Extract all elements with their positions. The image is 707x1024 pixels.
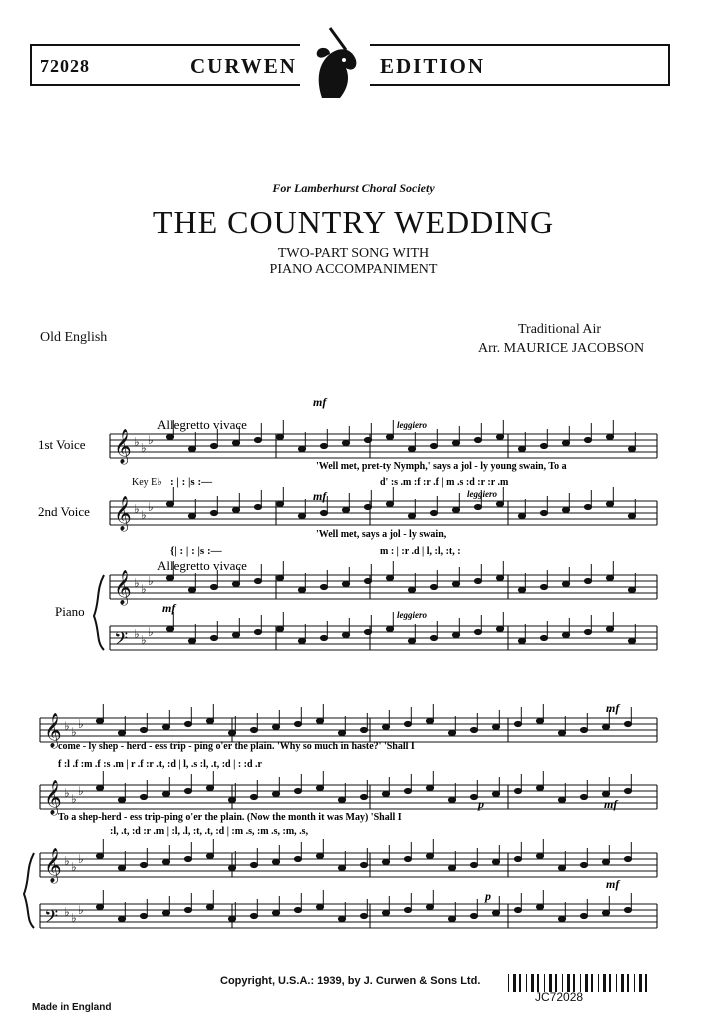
svg-text:♭: ♭ — [71, 860, 77, 874]
svg-text:𝄞: 𝄞 — [114, 430, 132, 463]
svg-text:♭: ♭ — [64, 905, 70, 919]
svg-text:♭: ♭ — [141, 508, 147, 522]
leggiero-v1: leggiero — [397, 420, 427, 430]
part-label-voice-2: 2nd Voice — [38, 504, 90, 519]
solfa-voice-1-sys1: d' :s .m :f :r .f | m .s :d :r :r .m — [380, 477, 509, 488]
svg-text:♭: ♭ — [71, 792, 77, 806]
svg-text:𝄞: 𝄞 — [44, 849, 62, 882]
dynamic-mf-v1: mf — [313, 395, 327, 409]
dynamic-mf-piano-sys2: mf — [606, 877, 620, 891]
svg-text:♭: ♭ — [64, 854, 70, 868]
svg-text:𝄞: 𝄞 — [44, 714, 62, 747]
subtitle-line-1: TWO-PART SONG WITH — [277, 246, 430, 261]
catalog-number: 72028 — [40, 56, 90, 76]
lyrics-voice-2-sys2: To a shep-herd - ess trip-ping o'er the plain. (Now the month it was May) 'Shall I — [58, 812, 402, 823]
credit-arranger: Arr. MAURICE JACOBSON — [478, 341, 645, 356]
key-label: Key E♭ — [132, 477, 162, 488]
leggiero-v2: leggiero — [467, 489, 497, 499]
tempo-marking-voices: Allegretto vivace — [157, 417, 247, 432]
svg-text:♭: ♭ — [64, 719, 70, 733]
lyrics-voice-1-sys2: come - ly shep - herd - ess trip - ping o'er the plain. 'Why so much in haste?' 'Shall I — [58, 741, 415, 752]
lyrics-voice-1-sys1: 'Well met, pret-ty Nymph,' says a jol - ly young swain, To a — [316, 461, 567, 472]
product-code: JC72028 — [535, 990, 584, 1004]
dynamic-mf-piano: mf — [162, 601, 176, 615]
svg-text:♭: ♭ — [148, 500, 154, 514]
svg-text:♭: ♭ — [71, 725, 77, 739]
svg-text:♭: ♭ — [141, 441, 147, 455]
svg-text:♭: ♭ — [71, 911, 77, 925]
svg-text:♭: ♭ — [78, 717, 84, 731]
edition-label: EDITION — [380, 54, 486, 78]
solfa-voice-2-sys2: :l, .t, :d :r .m | :l, .l, :t, .t, :d | :m .s, :m .s, :m, .s, — [110, 826, 309, 837]
origin-label: Old English — [40, 330, 108, 345]
svg-text:♭: ♭ — [148, 433, 154, 447]
svg-text:♭: ♭ — [148, 574, 154, 588]
subtitle-line-2: PIANO ACCOMPANIMENT — [269, 262, 438, 277]
svg-text:𝄞: 𝄞 — [114, 571, 132, 604]
dynamic-mf-v1-sys2: mf — [606, 701, 620, 715]
part-label-piano: Piano — [55, 604, 85, 619]
solfa-rest-marks-2: {| : | : |s :— — [170, 545, 222, 557]
svg-text:♭: ♭ — [141, 633, 147, 647]
made-in-label: Made in England — [32, 1002, 112, 1013]
svg-text:♭: ♭ — [134, 435, 140, 449]
leggiero-piano: leggiero — [397, 610, 427, 620]
part-label-voice-1: 1st Voice — [38, 437, 86, 452]
svg-text:♭: ♭ — [78, 852, 84, 866]
dynamic-mf-v2: mf — [313, 489, 327, 503]
svg-text:♭: ♭ — [64, 786, 70, 800]
svg-text:♭: ♭ — [134, 627, 140, 641]
dynamic-p-v2: p — [478, 797, 484, 811]
solfa-voice-2-sys1: m : | :r .d | l, :l, :t, : — [380, 546, 461, 557]
tempo-marking-piano: Allegretto vivace — [157, 558, 247, 573]
solfa-voice-1-sys2: f :l .f :m .f :s .m | r .f :r .t, :d | l, .s :l, .t, :d | : :d .r — [58, 759, 262, 770]
svg-text:♭: ♭ — [134, 502, 140, 516]
svg-text:𝄢: 𝄢 — [44, 906, 59, 931]
svg-text:♭: ♭ — [134, 576, 140, 590]
dynamic-mf-v2-sys2: mf — [604, 797, 618, 811]
dedication: For Lamberhurst Choral Society — [272, 181, 435, 195]
copyright: Copyright, U.S.A.: 1939, by J. Curwen & Sons Ltd. — [220, 975, 481, 987]
credit-source: Traditional Air — [518, 322, 602, 337]
svg-text:𝄢: 𝄢 — [114, 628, 129, 653]
svg-text:♭: ♭ — [148, 625, 154, 639]
dynamic-p-piano: p — [485, 889, 491, 903]
svg-text:𝄞: 𝄞 — [114, 497, 132, 530]
page-title: THE COUNTRY WEDDING — [152, 204, 555, 240]
svg-text:𝄞: 𝄞 — [44, 781, 62, 814]
svg-text:♭: ♭ — [78, 784, 84, 798]
svg-text:♭: ♭ — [78, 903, 84, 917]
lyrics-voice-2-sys1: 'Well met, says a jol - ly swain, — [316, 529, 447, 540]
solfa-rest-marks: : | : |s :— — [170, 476, 213, 488]
svg-text:♭: ♭ — [141, 582, 147, 596]
publisher-name: CURWEN — [190, 54, 297, 78]
